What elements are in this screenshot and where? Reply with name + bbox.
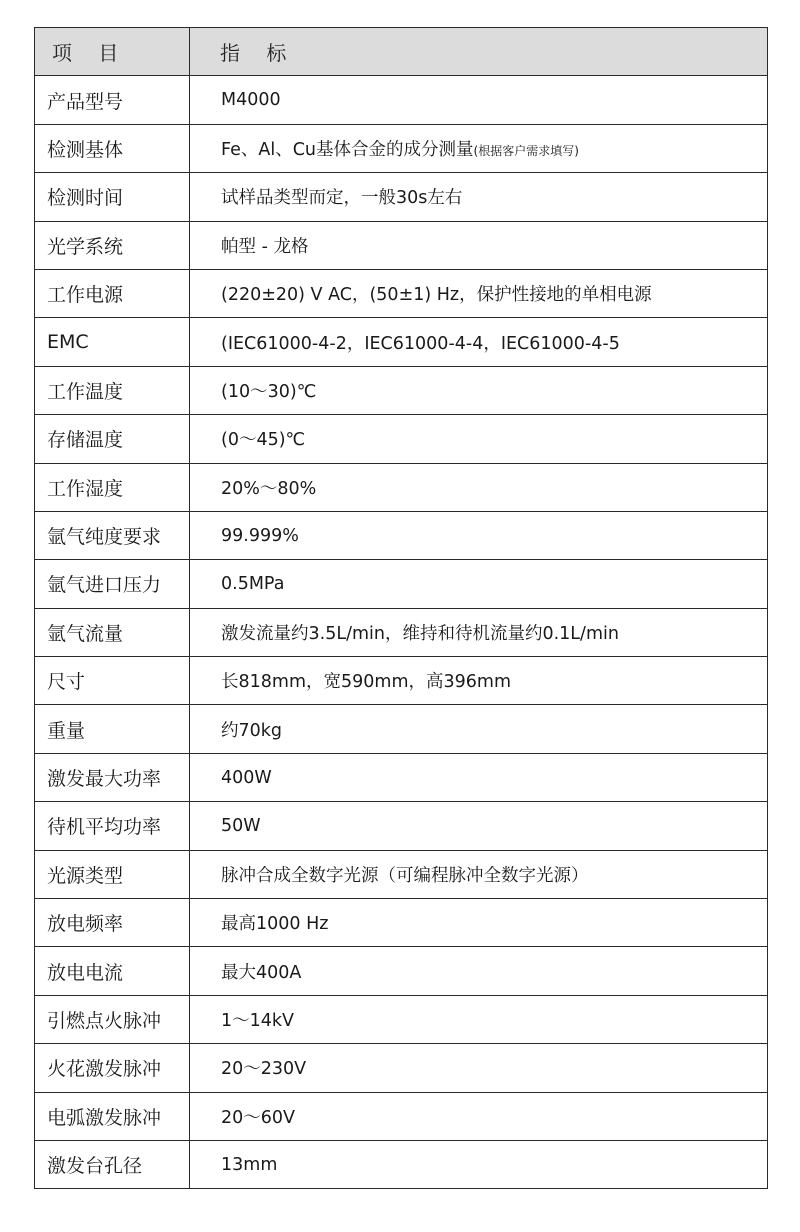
row-value: (IEC61000-4-2，IEC61000-4-4，IEC61000-4-5	[190, 318, 768, 366]
row-label: 电弧激发脉冲	[35, 1092, 190, 1140]
spec-rows	[35, 76, 768, 1189]
row-value: 400W	[190, 753, 768, 801]
table-row	[35, 899, 768, 947]
table-row	[35, 463, 768, 511]
table-row	[35, 511, 768, 559]
row-label: 氩气流量	[35, 608, 190, 656]
row-label: 尺寸	[35, 657, 190, 705]
row-value: 约70kg	[190, 705, 768, 753]
row-value: 0.5MPa	[190, 560, 768, 608]
row-value: 20～60V	[190, 1092, 768, 1140]
row-value	[190, 124, 768, 172]
row-value: 激发流量约3.5L/min，维持和待机流量约0.1L/min	[190, 608, 768, 656]
table-row	[35, 269, 768, 317]
row-label: 待机平均功率	[35, 802, 190, 850]
table-row	[35, 802, 768, 850]
table-row	[35, 947, 768, 995]
table-row	[35, 657, 768, 705]
row-label: 放电电流	[35, 947, 190, 995]
row-value: M4000	[190, 76, 768, 124]
row-label: 工作电源	[35, 269, 190, 317]
table-row	[35, 1140, 768, 1188]
row-value: 1～14kV	[190, 995, 768, 1043]
row-value: 试样品类型而定，一般30s左右	[190, 173, 768, 221]
row-value: 50W	[190, 802, 768, 850]
table-row	[35, 850, 768, 898]
row-value: 脉冲合成全数字光源（可编程脉冲全数字光源）	[190, 850, 768, 898]
row-value: 长818mm，宽590mm，高396mm	[190, 657, 768, 705]
row-label: 激发最大功率	[35, 753, 190, 801]
table-row	[35, 415, 768, 463]
row-value: 最大400A	[190, 947, 768, 995]
row-label: 工作湿度	[35, 463, 190, 511]
row-value: (10～30)℃	[190, 366, 768, 414]
table-row	[35, 124, 768, 172]
table-row	[35, 221, 768, 269]
table-row	[35, 1044, 768, 1092]
table-row	[35, 608, 768, 656]
row-label: 放电频率	[35, 899, 190, 947]
table-row	[35, 173, 768, 221]
row-value: 帕型 - 龙格	[190, 221, 768, 269]
header-spec: 指 标	[190, 28, 768, 76]
spec-table	[34, 27, 768, 1189]
table-row	[35, 560, 768, 608]
row-label: 引燃点火脉冲	[35, 995, 190, 1043]
table-row	[35, 995, 768, 1043]
table-row	[35, 753, 768, 801]
row-value: 最高1000 Hz	[190, 899, 768, 947]
row-value-note: (根据客户需求填写)	[473, 143, 579, 158]
row-label: 重量	[35, 705, 190, 753]
table-row	[35, 366, 768, 414]
header-row	[35, 28, 768, 76]
row-value-text: Fe、Al、Cu基体合金的成分测量	[221, 139, 474, 160]
row-label: 光学系统	[35, 221, 190, 269]
row-label: 检测基体	[35, 124, 190, 172]
row-value: (220±20) V AC，(50±1) Hz，保护性接地的单相电源	[190, 269, 768, 317]
table-row	[35, 705, 768, 753]
row-label: 工作温度	[35, 366, 190, 414]
row-value: 20～230V	[190, 1044, 768, 1092]
row-value: 13mm	[190, 1140, 768, 1188]
table-row	[35, 318, 768, 366]
row-label: EMC	[35, 318, 190, 366]
row-label: 氩气纯度要求	[35, 511, 190, 559]
row-label: 光源类型	[35, 850, 190, 898]
row-label: 激发台孔径	[35, 1140, 190, 1188]
row-label: 产品型号	[35, 76, 190, 124]
row-label: 氩气进口压力	[35, 560, 190, 608]
row-label: 存储温度	[35, 415, 190, 463]
header-item: 项 目	[35, 28, 190, 76]
row-value: 99.999%	[190, 511, 768, 559]
row-value: (0～45)℃	[190, 415, 768, 463]
table-row	[35, 76, 768, 124]
table-row	[35, 1092, 768, 1140]
row-label: 检测时间	[35, 173, 190, 221]
row-label: 火花激发脉冲	[35, 1044, 190, 1092]
row-value: 20%～80%	[190, 463, 768, 511]
